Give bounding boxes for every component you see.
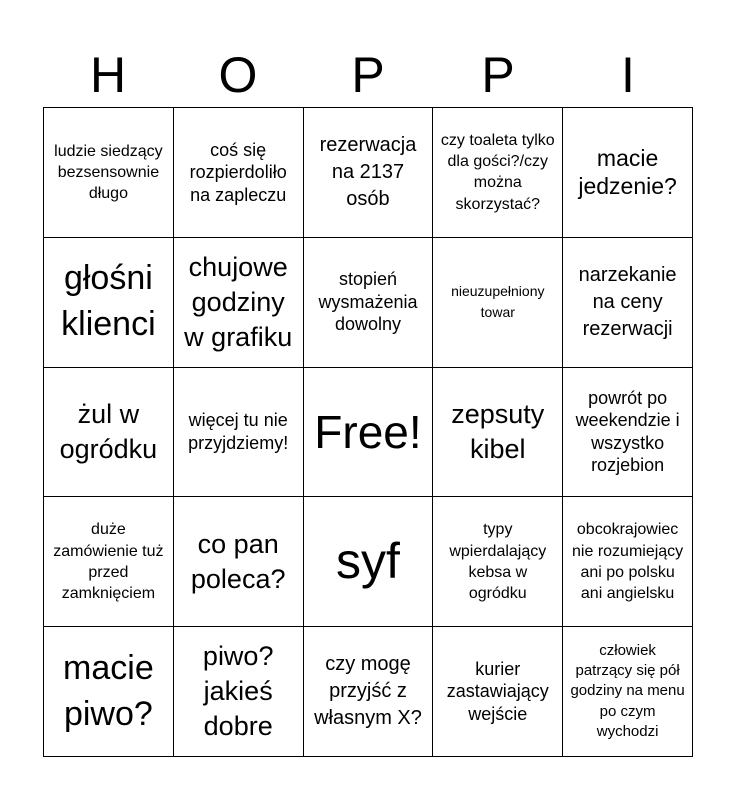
bingo-cell: [44, 108, 174, 238]
cell-text: czy mogę przyjść z własnym X?: [314, 653, 422, 730]
bingo-cell: [563, 108, 693, 238]
bingo-board: [43, 107, 693, 757]
bingo-cell: [174, 497, 304, 627]
header-letter-i: I: [621, 47, 635, 103]
bingo-cell: [433, 368, 563, 498]
cell-text: ludzie siedzący bezsensownie długo: [54, 142, 163, 203]
cell-text: macie piwo?: [63, 648, 154, 733]
bingo-cell: [433, 497, 563, 627]
cell-text: więcej tu nie przyjdziemy!: [188, 410, 289, 453]
bingo-cell: [304, 238, 434, 368]
cell-text: macie jedzenie?: [578, 144, 677, 200]
cell-text: narzekanie na ceny rezerwacji: [578, 263, 677, 340]
cell-text: typy wpierdalający kebsa w ogródku: [449, 521, 547, 603]
cell-text: głośni klienci: [61, 259, 156, 344]
header-letter-o: O: [218, 47, 258, 103]
free-space-text: Free!: [314, 405, 422, 458]
cell-text: syf: [336, 533, 400, 590]
cell-text: rezerwacja na 2137 osób: [319, 133, 417, 210]
cell-text: coś się rozpierdoliło na zapleczu: [189, 139, 287, 205]
header-letter-h: H: [89, 47, 127, 103]
bingo-cell: [563, 368, 693, 498]
bingo-cell: [433, 108, 563, 238]
bingo-cell: [44, 368, 174, 498]
bingo-cell: [44, 627, 174, 757]
cell-text: stopień wysmażenia dowolny: [318, 269, 418, 335]
bingo-cell: [433, 238, 563, 368]
cell-text: piwo? jakieś dobre: [202, 640, 274, 742]
bingo-cell: [44, 497, 174, 627]
bingo-cell: [174, 238, 304, 368]
cell-text: obcokrajowiec nie rozumiejący ani po polsku ani angielsku: [572, 521, 684, 603]
cell-text: chujowe godziny w grafiku: [184, 251, 293, 352]
cell-text: czy toaleta tylko dla gości?/czy można skorzystać?: [440, 131, 555, 213]
cell-text: kurier zastawiający wejście: [446, 658, 549, 724]
bingo-cell: [44, 238, 174, 368]
bingo-header: [43, 42, 693, 108]
cell-text: duże zamówienie tuż przed zamknięciem: [53, 521, 164, 603]
header-letter-p-2: P: [481, 47, 515, 103]
header-letter-p: P: [351, 47, 385, 103]
bingo-cell: [304, 497, 434, 627]
cell-text: zepsuty kibel: [451, 398, 545, 464]
bingo-cell: [304, 108, 434, 238]
bingo-cell: [433, 627, 563, 757]
cell-text: żul w ogródku: [59, 398, 158, 464]
cell-text: powrót po weekendzie i wszystko rozjebion: [575, 387, 680, 476]
bingo-cell: [563, 627, 693, 757]
bingo-cell: [174, 627, 304, 757]
bingo-cell: [563, 497, 693, 627]
cell-text: człowiek patrzący się pół godziny na menu po czym wychodzi: [570, 641, 685, 740]
bingo-cell: [174, 368, 304, 498]
cell-text: co pan poleca?: [190, 528, 286, 594]
bingo-cell: [174, 108, 304, 238]
bingo-cell: [563, 238, 693, 368]
cell-text: nieuzupełniony towar: [451, 283, 545, 321]
bingo-cell: [304, 627, 434, 757]
bingo-cell-free: [304, 368, 434, 498]
